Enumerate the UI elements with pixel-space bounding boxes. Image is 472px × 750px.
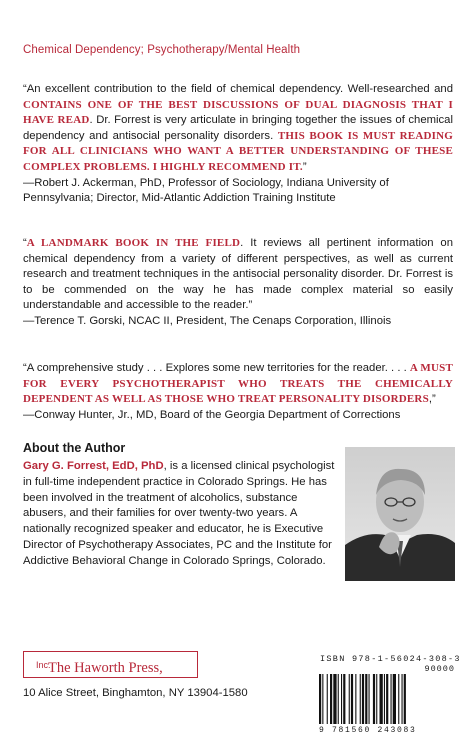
- barcode-bar: [398, 674, 399, 724]
- review-quote-3: [23, 361, 453, 423]
- quote-text: “A comprehensive study . . . Explores some new territories for the reader. . . .: [23, 362, 410, 374]
- barcode-bar: [330, 674, 332, 724]
- quote-highlight: A MUST FOR EVERY PSYCHOTHERAPIST WHO TREATS THE CHEMICALLY DEPENDENT AS WELL AS THOSE WHO TREAT PERSONALITY DISORDERS: [23, 362, 453, 406]
- barcode-bar: [380, 674, 383, 724]
- barcode-bar: [343, 674, 345, 724]
- barcode-bar: [351, 674, 353, 724]
- quote-text: ,”: [428, 393, 436, 406]
- barcode-bar: [373, 674, 375, 724]
- about-author-text: [23, 459, 338, 570]
- barcode-bar: [402, 674, 403, 724]
- barcode-bar: [391, 674, 392, 724]
- barcode-bar: [362, 674, 364, 724]
- barcode-bar: [341, 674, 342, 724]
- publisher-name: The Haworth Press, Inc.: [36, 660, 163, 676]
- quote-highlight: CONTAINS ONE OF THE BEST DISCUSSIONS OF DUAL DIAGNOSIS THAT I HAVE READ: [23, 98, 453, 127]
- barcode-bar: [319, 674, 321, 724]
- barcode-bar: [360, 674, 361, 724]
- quote-attribution: —Conway Hunter, Jr., MD, Board of the Georgia Department of Corrections: [23, 408, 401, 421]
- barcode-bar: [404, 674, 406, 724]
- barcode-bar: [327, 674, 328, 724]
- barcode-bar: [384, 674, 385, 724]
- barcode-bar: [365, 674, 367, 724]
- publisher-logo: [23, 651, 198, 678]
- barcode-bar: [322, 674, 323, 724]
- quote-text: “: [23, 237, 27, 249]
- barcode-bars: [315, 674, 455, 726]
- quote-text: . It reviews all pertinent information on chemical dependency from a variety of different perspectives, as well as current research and treatment techniques in the antisocial personality disorder. Dr. Forrest is to be commended on the way he has made complex material so easily understandable and accessible to the reader.”: [23, 237, 453, 312]
- barcode-bar: [376, 674, 377, 724]
- barcode-bar: [369, 674, 370, 724]
- review-quote-1: [23, 82, 453, 207]
- quote-text: ”: [302, 160, 307, 173]
- about-author-heading: About the Author: [23, 441, 126, 455]
- isbn-text: ISBN 978-1-56024-308-3: [320, 654, 461, 664]
- barcode-bar: [355, 674, 356, 724]
- quote-attribution: —Terence T. Gorski, NCAC II, President, The Cenaps Corporation, Illinois: [23, 314, 392, 327]
- barcode: [315, 654, 461, 735]
- quote-highlight: THIS BOOK IS MUST READING FOR ALL CLINICIANS WHO WANT A BETTER UNDERSTANDING OF THESE COMPLEX PROBLEMS. I HIGHLY RECOMMEND IT.: [23, 129, 453, 173]
- barcode-bar: [349, 674, 350, 724]
- author-bio: , is a licensed clinical psychologist in full-time independent practice in Colorado Springs. He has been involved in the treatment of alcoholics, substance abusers, and their families for over twenty-two years. A nationally recognized speaker and educator, he is Executive Director of Psychotherapy Associates, PC and the Institute for Addictive Behavioral Change in Colorado Springs, Colorado.: [23, 460, 335, 567]
- publisher-address: 10 Alice Street, Binghamton, NY 13904-1580: [23, 687, 248, 699]
- quote-text: . Dr. Forrest is very articulate in bringing together the issues of chemical dependency and antisocial personality disorders.: [23, 114, 453, 142]
- barcode-bar: [338, 674, 339, 724]
- quote-attribution: —Robert J. Ackerman, PhD, Professor of Sociology, Indiana University of Pennsylvania; Director, Mid-Atlantic Addiction Training Institute: [23, 176, 389, 205]
- review-quote-2: [23, 236, 453, 330]
- barcode-bar: [393, 674, 396, 724]
- author-name: Gary G. Forrest, EdD, PhD: [23, 460, 164, 472]
- barcode-bar: [386, 674, 388, 724]
- category-label: Chemical Dependency; Psychotherapy/Mental Health: [23, 44, 301, 56]
- author-photo: [345, 447, 455, 581]
- quote-text: “An excellent contribution to the field of chemical dependency. Well-researched and: [23, 83, 453, 95]
- price-code: 90000: [424, 664, 455, 674]
- barcode-bar: [333, 674, 336, 724]
- barcode-number: 9 781560 243083: [319, 726, 417, 735]
- quote-highlight: A LANDMARK BOOK IN THE FIELD: [26, 237, 241, 249]
